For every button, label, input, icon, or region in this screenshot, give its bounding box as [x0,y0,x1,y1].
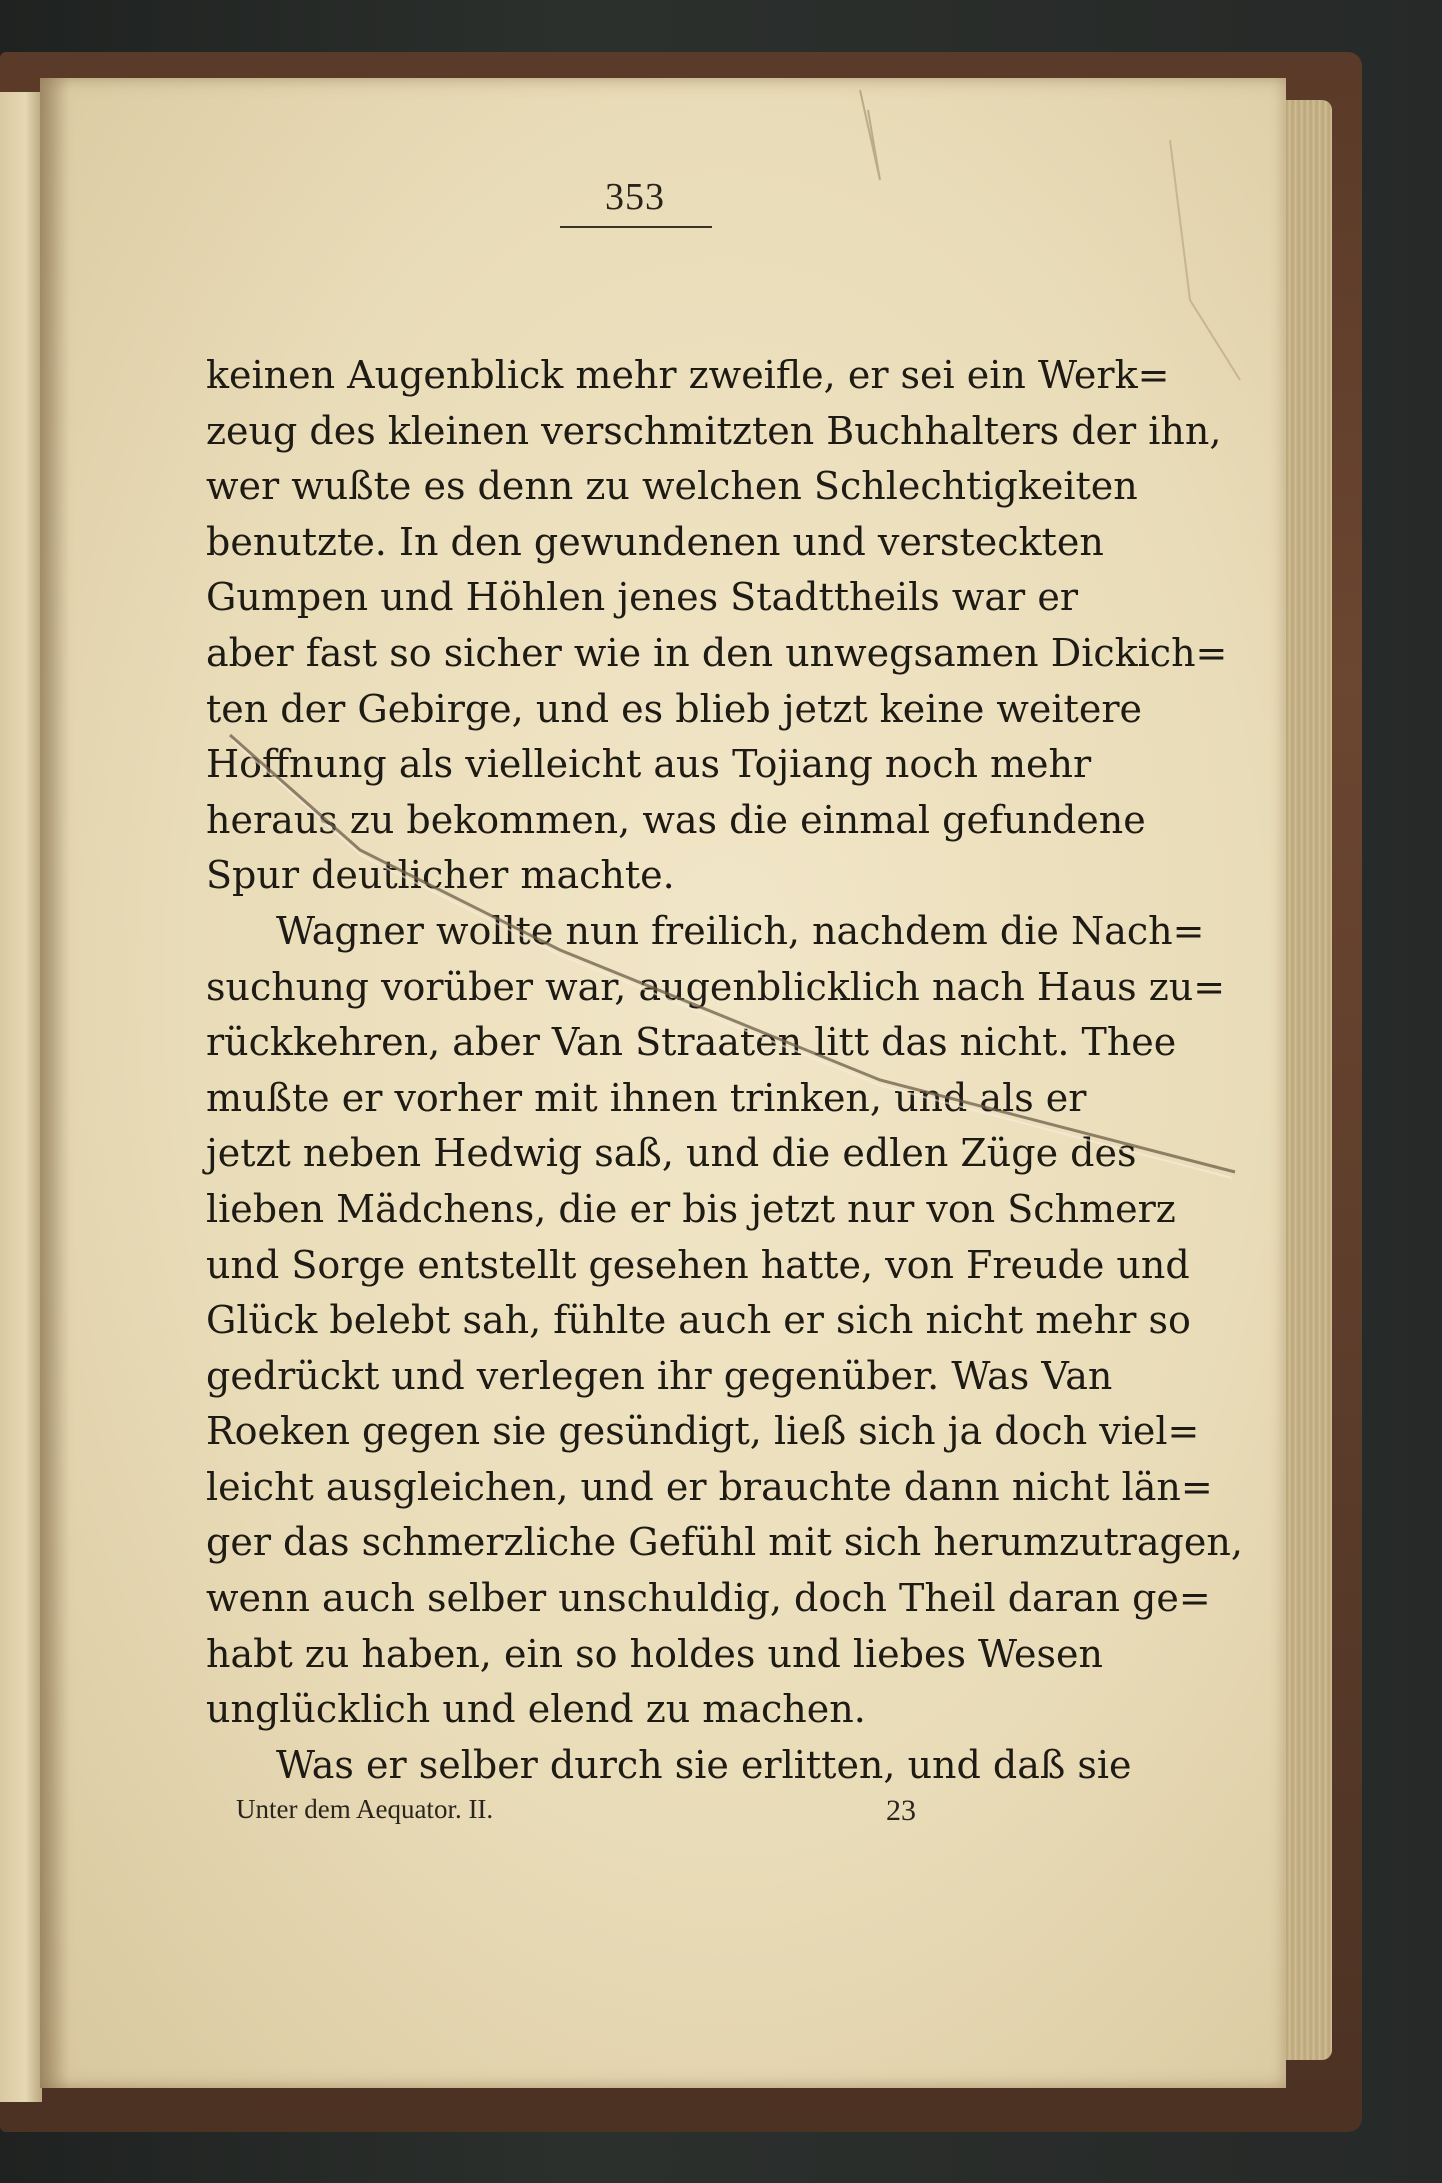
text-line: unglücklich und elend zu machen. [206,1687,866,1732]
text-line: leicht ausgleichen, und er brauchte dann nicht län= [206,1464,1213,1509]
text-line: Spur deutlicher machte. [206,853,675,898]
text-line: ten der Gebirge, und es blieb jetzt keine weitere [206,686,1142,731]
text-line: heraus zu bekommen, was die einmal gefundene [206,797,1146,842]
text-line: Gumpen und Höhlen jenes Stadttheils war er [206,575,1078,620]
text-line: gedrückt und verlegen ihr gegenüber. Was Van [206,1353,1113,1398]
text-line: wenn auch selber unschuldig, doch Theil daran ge= [206,1576,1211,1621]
body-text [206,348,1243,1793]
page-number-rule [560,226,712,228]
text-line: Was er selber durch sie erlitten, und daß sie [276,1742,1132,1787]
page-number: 353 [605,176,665,218]
text-line: benutzte. In den gewundenen und versteckten [206,519,1104,564]
text-line: keinen Augenblick mehr zweifle, er sei ein Werk= [206,353,1170,397]
footer-signature-mark: 23 [886,1794,916,1827]
text-line: lieben Mädchens, die er bis jetzt nur von Schmerz [206,1186,1176,1231]
text-line: zeug des kleinen verschmitzten Buchhalters der ihn, [206,408,1222,453]
text-line: Wagner wollte nun freilich, nachdem die Nach= [276,908,1205,953]
text-line: habt zu haben, ein so holdes und liebes Wesen [206,1631,1103,1676]
text-line: wer wußte es denn zu welchen Schlechtigkeiten [206,464,1138,509]
text-line: aber fast so sicher wie in den unwegsamen Dickich= [206,630,1228,675]
text-line: und Sorge entstellt gesehen hatte, von Freude und [206,1242,1190,1287]
text-line: jetzt neben Hedwig saß, und die edlen Züge des [206,1131,1137,1176]
text-line: Roeken gegen sie gesündigt, ließ sich ja doch viel= [206,1409,1200,1454]
text-line: Hoffnung als vielleicht aus Tojiang noch mehr [206,742,1092,787]
text-line: Glück belebt sah, fühlte auch er sich nicht mehr so [206,1298,1191,1343]
gutter-shadow [40,78,70,2088]
text-line: rückkehren, aber Van Straaten litt das nicht. Thee [206,1020,1177,1065]
text-line: mußte er vorher mit ihnen trinken, und als er [206,1075,1087,1120]
footer-book-title: Unter dem Aequator. II. [236,1794,494,1824]
text-line: suchung vorüber war, augenblicklich nach Haus zu= [206,964,1226,1009]
left-page-edge [0,92,42,2102]
text-line: ger das schmerzliche Gefühl mit sich herumzutragen, [206,1520,1243,1565]
